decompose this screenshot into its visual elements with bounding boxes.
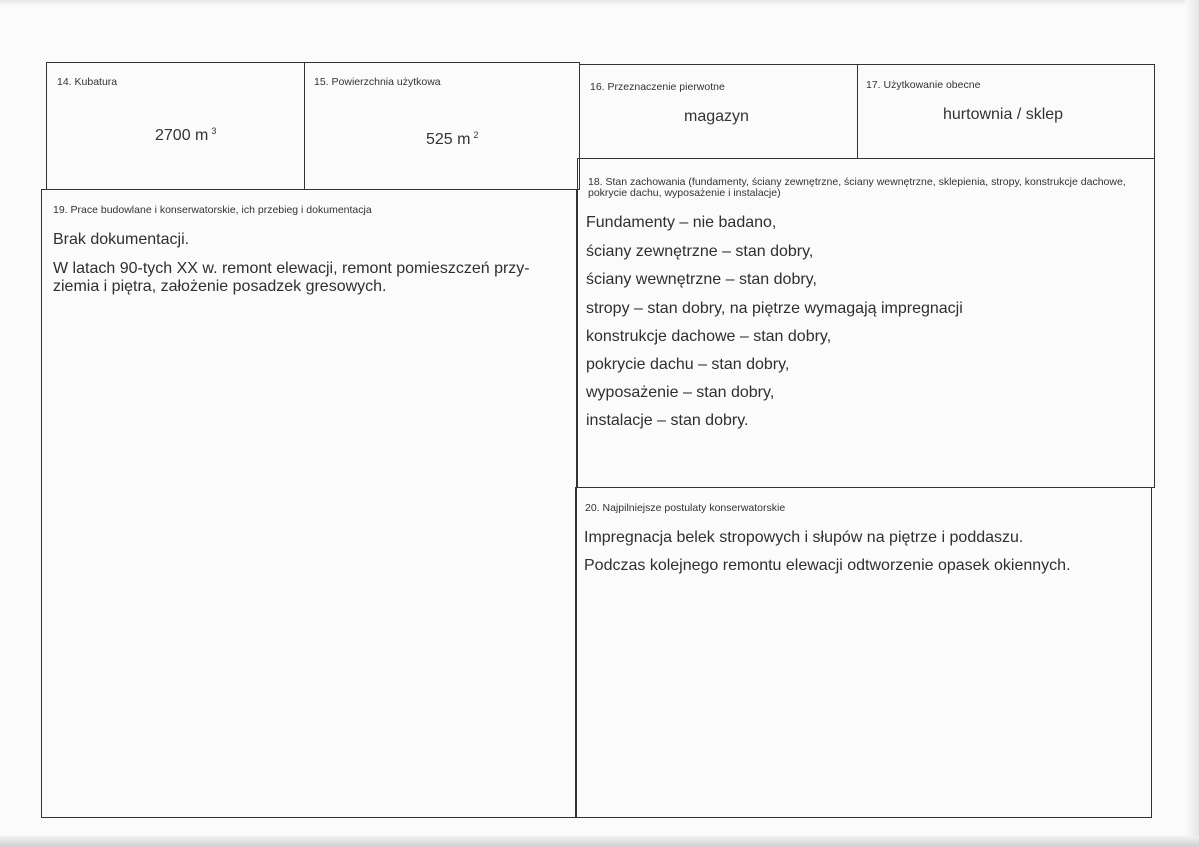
postulaty-line: Podczas kolejnego remontu elewacji odtworzenie opasek okiennych. — [584, 557, 1071, 574]
scan-edge-bottom — [0, 836, 1199, 847]
value-powierzchnia-number: 525 m — [426, 131, 471, 148]
value-kubatura-exponent: 3 — [211, 126, 217, 136]
scan-edge-top — [0, 0, 1199, 6]
scan-edge-right — [1185, 0, 1199, 847]
label-kubatura: 14. Kubatura — [57, 76, 118, 88]
value-uzytkowanie: hurtownia / sklep — [943, 106, 1064, 123]
label-uzytkowanie: 17. Użytkowanie obecne — [866, 79, 981, 91]
label-stan-zachowania: 18. Stan zachowania (fundamenty, ściany zewnętrzne, ściany wewnętrzne, sklepienia, stropy, konstrukcje dachowe, pokrycie dachu, wyposażenie i instalacje) — [588, 176, 1126, 199]
postulaty-line: Impregnacja belek stropowych i słupów na piętrze i poddaszu. — [584, 529, 1024, 546]
stan-line: konstrukcje dachowe – stan dobry, — [586, 328, 832, 345]
value-powierzchnia-exponent: 2 — [473, 130, 479, 140]
value-przeznaczenie: magazyn — [684, 108, 749, 125]
stan-line: ściany wewnętrzne – stan dobry, — [586, 271, 817, 288]
label-powierzchnia: 15. Powierzchnia użytkowa — [314, 76, 441, 88]
stan-line: ściany zewnętrzne – stan dobry, — [586, 243, 814, 260]
label-postulaty: 20. Najpilniejsze postulaty konserwatorskie — [585, 502, 786, 514]
stan-line: wyposażenie – stan dobry, — [586, 384, 775, 401]
label-przeznaczenie: 16. Przeznaczenie pierwotne — [590, 81, 725, 93]
value-kubatura-number: 2700 m — [155, 127, 209, 144]
value-kubatura — [155, 126, 216, 145]
stan-line: Fundamenty – nie badano, — [586, 214, 777, 231]
label-prace-budowlane: 19. Prace budowlane i konserwatorskie, ich przebieg i dokumentacja — [53, 204, 372, 216]
prace-line: ziemia i piętra, założenie posadzek gresowych. — [53, 278, 387, 295]
cell-stan-zachowania — [577, 158, 1155, 488]
prace-line: Brak dokumentacji. — [53, 231, 190, 248]
stan-line: stropy – stan dobry, na piętrze wymagają impregnacji — [586, 300, 963, 317]
value-powierzchnia — [426, 130, 478, 149]
stan-line: pokrycie dachu – stan dobry, — [586, 356, 790, 373]
prace-line: W latach 90-tych XX w. remont elewacji, remont pomieszczeń przy- — [53, 260, 530, 277]
stan-line: instalacje – stan dobry. — [586, 412, 749, 429]
